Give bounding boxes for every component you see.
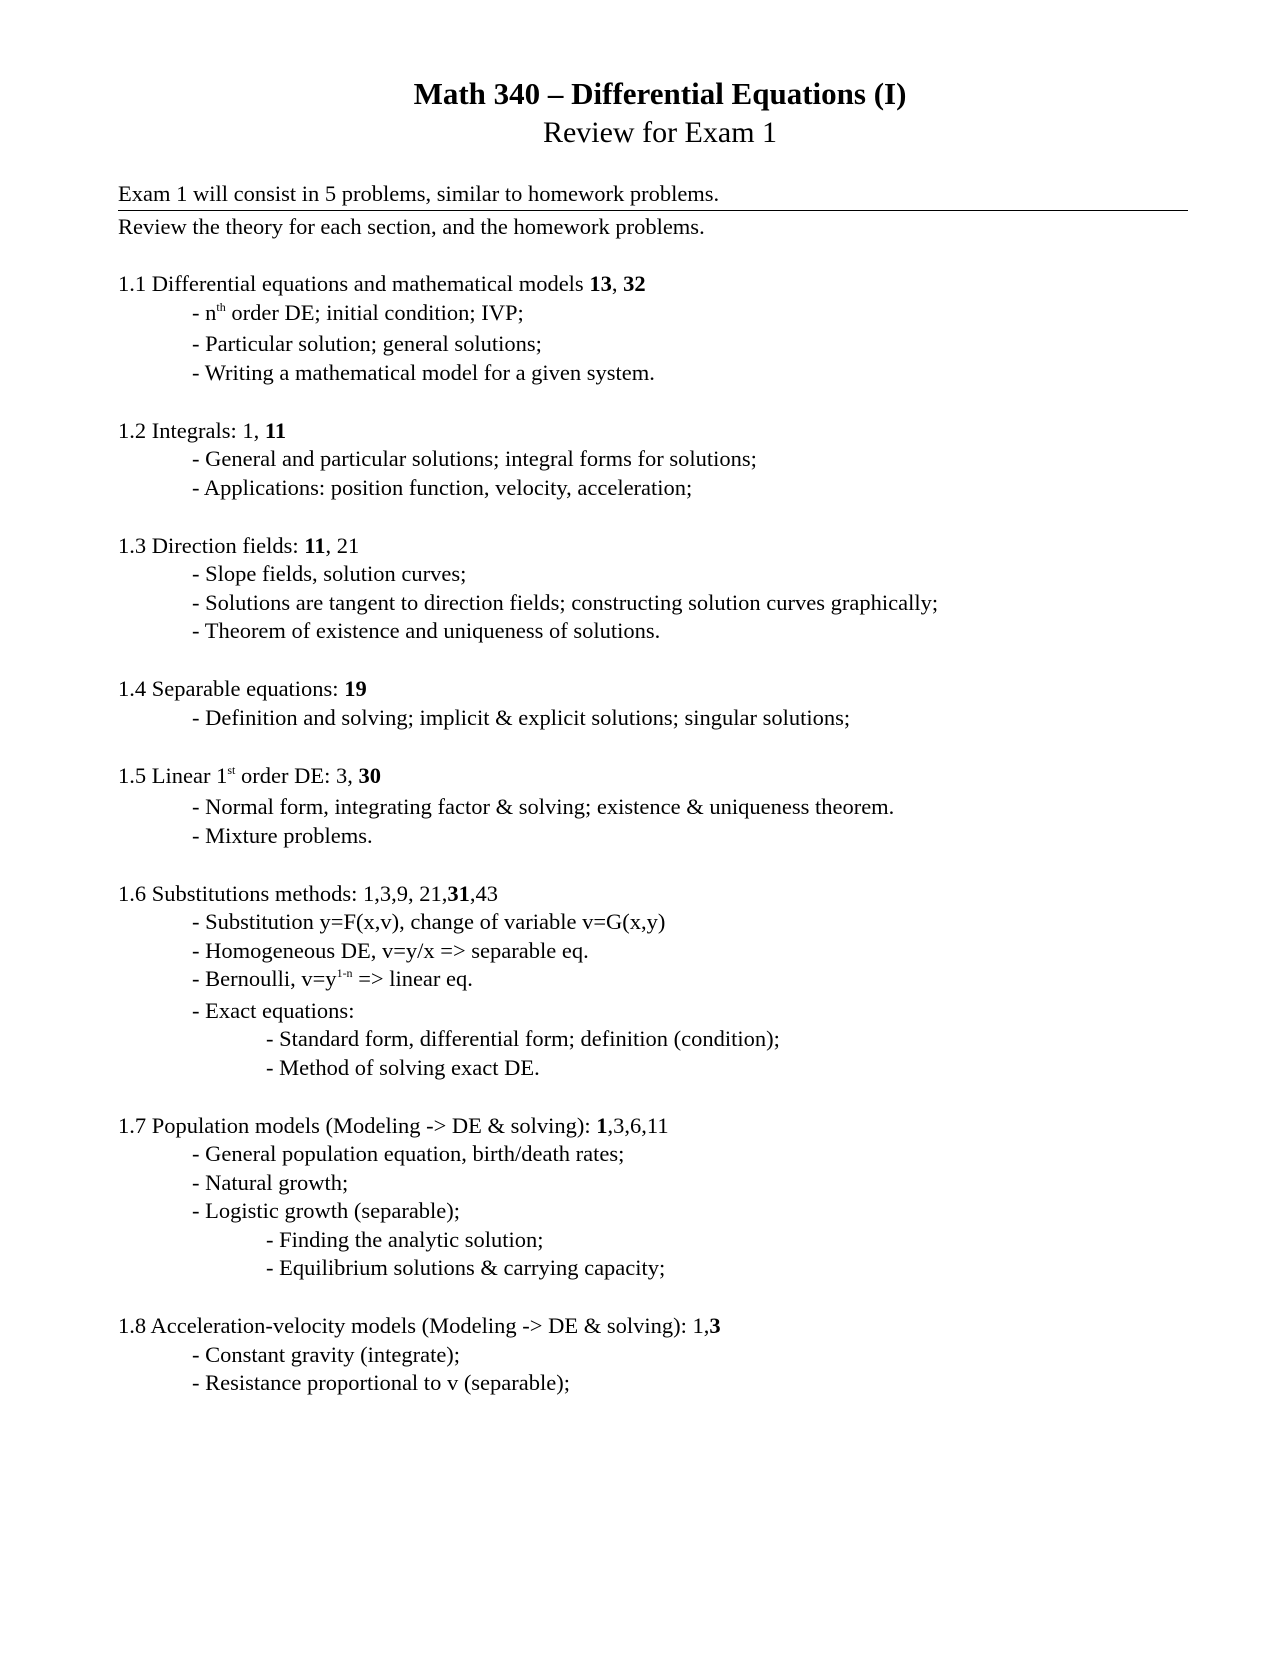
page-title: Math 340 – Differential Equations (I): [413, 76, 907, 111]
sub-list-item: [118, 1254, 938, 1283]
item-text: - Natural growth;: [192, 1169, 349, 1195]
item-text: - Resistance proportional to v (separable);: [192, 1370, 570, 1395]
problem-number-bold: 11: [264, 417, 287, 443]
list-item: [118, 445, 938, 474]
problem-number: 3,: [335, 762, 359, 788]
section-3: [118, 532, 938, 646]
item-text: - Solutions are tangent to direction fields; constructing solution curves graphically;: [192, 589, 939, 615]
problem-number-bold: 13: [589, 271, 612, 296]
item-text: - Normal form, integrating factor & solving; existence & uniqueness theorem.: [192, 794, 895, 819]
list-item: [118, 937, 938, 966]
item-text: - Substitution y=F(x,v), change of variable v=G(x,y): [192, 909, 666, 934]
list-item: [118, 793, 938, 822]
section-title: 1.6 Substitutions methods:: [118, 880, 364, 906]
list-item: [118, 1140, 938, 1169]
page-subtitle: Review for Exam 1: [542, 116, 778, 149]
item-text: - Method of solving exact DE.: [266, 1054, 540, 1080]
section-heading: [118, 417, 938, 446]
problem-number: 1,3,9, 21,: [363, 880, 448, 906]
section-title: 1.3 Direction fields:: [118, 532, 305, 558]
section-title: 1.4 Separable equations:: [118, 676, 345, 701]
item-text: - Exact equations:: [192, 997, 355, 1023]
item-text: - Logistic growth (separable);: [192, 1198, 461, 1223]
intro-line-1: Exam 1 will consist in 5 problems, similar to homework problems.: [118, 181, 720, 206]
problem-number-bold: 11: [304, 532, 326, 558]
item-text: - Applications: position function, velocity, acceleration;: [192, 474, 693, 500]
section-1: [118, 270, 938, 387]
section-5: [118, 762, 938, 851]
section-heading: [118, 532, 938, 561]
section-title-rest: order DE:: [235, 762, 336, 788]
intro-line-2: Review the theory for each section, and the homework problems.: [118, 214, 705, 239]
item-text: - n: [192, 299, 217, 325]
section-list: [118, 270, 938, 1427]
section-title: 1.1 Differential equations and mathematical models: [118, 271, 590, 296]
problem-number: ,: [611, 271, 624, 296]
item-text: - Bernoulli, v=y: [192, 966, 337, 991]
list-item: [118, 1369, 938, 1398]
sub-list-item: [118, 1054, 938, 1083]
item-text-rest: order DE; initial condition; IVP;: [225, 299, 524, 325]
problem-number: 1,: [242, 417, 265, 443]
section-8: [118, 1312, 938, 1398]
problem-number: 1,: [692, 1313, 710, 1338]
item-text: - Standard form, differential form; definition (condition);: [266, 1026, 780, 1051]
problem-number-bold: 19: [344, 676, 367, 701]
list-item: [118, 1197, 938, 1226]
superscript: st: [227, 762, 236, 777]
horizontal-rule: [118, 210, 1188, 211]
sub-list-item: [118, 1025, 938, 1054]
list-item: [118, 474, 938, 503]
problem-number-bold: 31: [447, 880, 470, 906]
section-heading: [118, 880, 938, 909]
section-heading: [118, 270, 938, 299]
problem-number-bold: 1: [596, 1112, 608, 1138]
section-7: [118, 1112, 938, 1283]
item-text: - General and particular solutions; integral forms for solutions;: [192, 446, 757, 471]
problem-number-bold: 32: [623, 271, 646, 296]
item-text: - Homogeneous DE, v=y/x => separable eq.: [192, 937, 589, 963]
section-heading: [118, 1312, 938, 1341]
item-text: - Finding the analytic solution;: [266, 1226, 544, 1252]
section-title: 1.2 Integrals:: [118, 417, 243, 443]
list-item: [118, 1341, 938, 1370]
list-item: [118, 965, 938, 997]
section-title: 1.8 Acceleration-velocity models (Modeling -> DE & solving):: [118, 1313, 693, 1338]
list-item: [118, 908, 938, 937]
section-6: [118, 880, 938, 1083]
sub-list-item: [118, 1226, 938, 1255]
list-item: [118, 704, 938, 733]
superscript: 1-n: [336, 966, 353, 980]
section-title: 1.7 Population models (Modeling -> DE & solving):: [118, 1112, 597, 1138]
item-text: - Definition and solving; implicit & explicit solutions; singular solutions;: [192, 704, 851, 730]
problem-number-bold: 3: [709, 1313, 721, 1338]
list-item: [118, 997, 938, 1026]
section-heading: [118, 762, 938, 794]
superscript: th: [216, 299, 226, 314]
section-title: 1.5 Linear 1: [118, 762, 228, 788]
item-text-rest: => linear eq.: [352, 966, 473, 991]
item-text: - Particular solution; general solutions;: [192, 331, 542, 356]
item-text: - Slope fields, solution curves;: [192, 561, 467, 586]
section-2: [118, 417, 938, 503]
list-item: [118, 299, 938, 331]
list-item: [118, 359, 938, 388]
problem-number: ,43: [469, 880, 499, 906]
item-text: - Theorem of existence and uniqueness of solutions.: [192, 618, 661, 643]
list-item: [118, 1169, 938, 1198]
item-text: - General population equation, birth/death rates;: [192, 1141, 625, 1166]
problem-number-bold: 30: [358, 762, 381, 788]
list-item: [118, 560, 938, 589]
item-text: - Equilibrium solutions & carrying capacity;: [266, 1255, 666, 1280]
list-item: [118, 822, 938, 851]
item-text: - Constant gravity (integrate);: [192, 1341, 461, 1367]
list-item: [118, 617, 938, 646]
section-heading: [118, 1112, 938, 1141]
list-item: [118, 589, 938, 618]
item-text: - Writing a mathematical model for a given system.: [192, 359, 655, 385]
list-item: [118, 330, 938, 359]
section-heading: [118, 675, 938, 704]
section-4: [118, 675, 938, 732]
item-text: - Mixture problems.: [192, 822, 373, 848]
problem-number: , 21: [325, 532, 360, 558]
problem-number: ,3,6,11: [607, 1112, 669, 1138]
